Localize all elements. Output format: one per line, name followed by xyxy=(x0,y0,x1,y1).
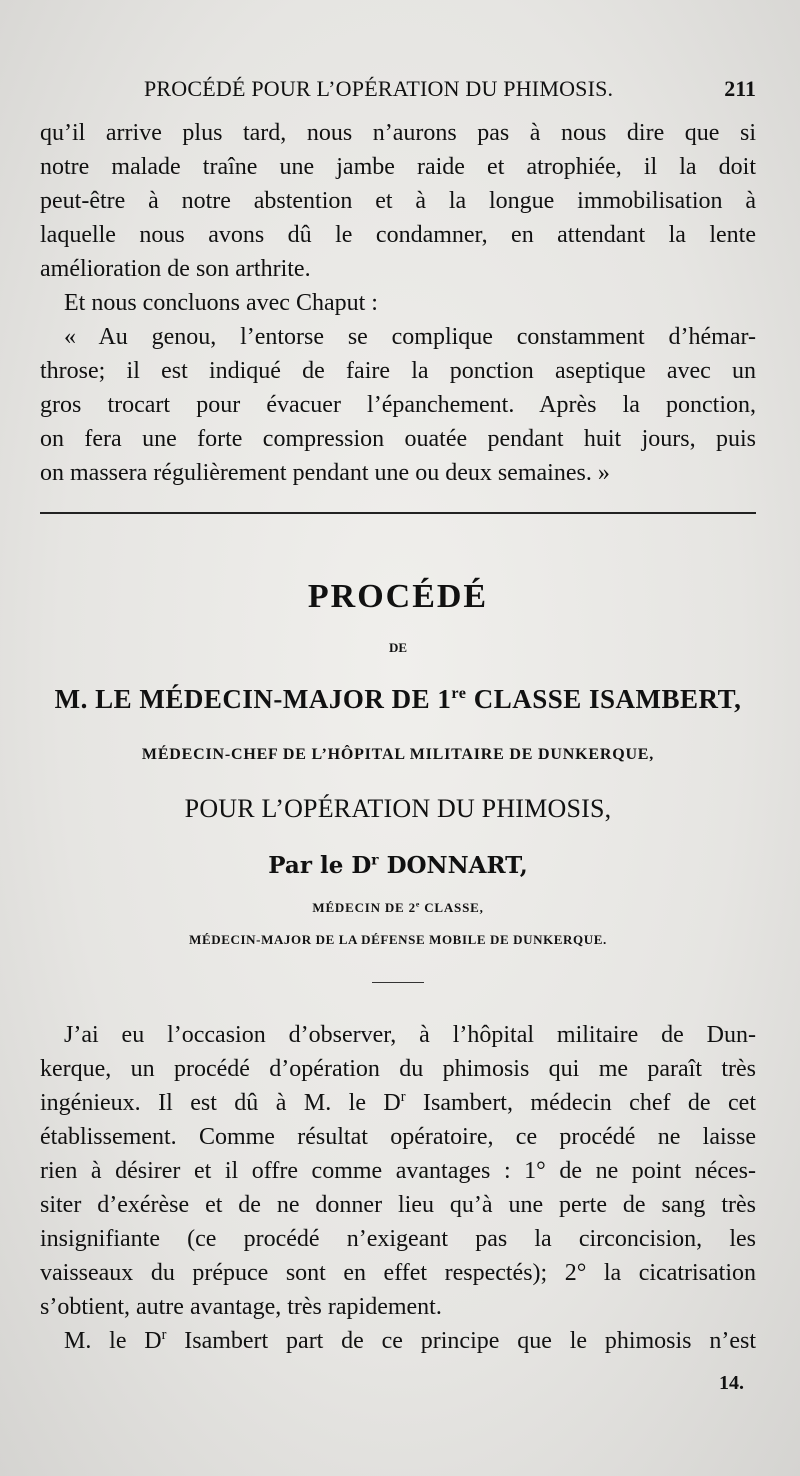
author-prefix: M. LE MÉDECIN-MAJOR DE 1 xyxy=(54,684,452,714)
text-line: notre malade traîne une jambe raide et atrophiée, il la doit xyxy=(40,154,756,180)
byline-affiliation: MÉDECIN-MAJOR DE LA DÉFENSE MOBILE DE DUNKERQUE. xyxy=(189,932,607,947)
signature-mark: 14. xyxy=(719,1372,744,1394)
byline-name: DONNART, xyxy=(378,852,528,879)
section-divider xyxy=(40,512,756,514)
text-sup: r xyxy=(161,1327,167,1343)
text-line xyxy=(40,1086,756,1120)
text-line: insignifiante (ce procédé n’exigeant pas la circoncision, les xyxy=(40,1226,756,1252)
text-line xyxy=(40,1324,756,1358)
text-sup: r xyxy=(400,1089,406,1105)
article-title: PROCÉDÉ xyxy=(307,578,489,615)
quote-line: on massera régulièrement pendant une ou deux semaines. » xyxy=(40,460,610,486)
text-line: s’obtient, autre avantage, très rapidement. xyxy=(40,1294,442,1320)
conclusion-intro: Et nous concluons avec Chaput : xyxy=(64,290,378,316)
quote-line: on fera une forte compression ouatée pendant huit jours, puis xyxy=(40,426,756,452)
page-number: 211 xyxy=(724,76,756,101)
text-line: kerque, un procédé d’opération du phimosis qui me paraît très xyxy=(40,1056,756,1082)
text-fragment: Isambert part de ce principe que le phimosis n’est xyxy=(166,1328,756,1354)
text-line: J’ai eu l’occasion d’observer, à l’hôpital militaire de Dun- xyxy=(64,1022,756,1048)
text-fragment: ingénieux. Il est dû à M. le D xyxy=(40,1090,401,1116)
article-author xyxy=(40,684,756,715)
quote-line: throse; il est indiqué de faire la ponction aseptique avec un xyxy=(40,358,756,384)
rank-sup: e xyxy=(415,899,421,909)
paragraph-arthritis xyxy=(40,116,756,490)
author-sup: re xyxy=(451,684,467,702)
article-subject: POUR L’OPÉRATION DU PHIMOSIS, xyxy=(184,794,612,823)
rank-prefix: MÉDECIN DE 2 xyxy=(312,900,416,915)
author-role: MÉDECIN-CHEF DE L’HÔPITAL MILITAIRE DE DUNKERQUE, xyxy=(141,746,655,763)
author-suffix: CLASSE ISAMBERT, xyxy=(466,684,742,714)
short-divider xyxy=(372,982,424,983)
text-line: peut-être à notre abstention et à la longue immobilisation à xyxy=(40,188,756,214)
byline-sup: r xyxy=(371,852,379,869)
article-de: DE xyxy=(388,640,408,655)
quote-line: gros trocart pour évacuer l’épanchement. Après la ponction, xyxy=(40,392,756,418)
text-line: laquelle nous avons dû le condamner, en attendant la lente xyxy=(40,222,756,248)
text-line: vaisseaux du prépuce sont en effet respectés); 2° la cicatrisation xyxy=(40,1260,756,1286)
text-line: siter d’exérèse et de ne donner lieu qu’à une perte de sang très xyxy=(40,1192,756,1218)
quote-line: « Au genou, l’entorse se complique constamment d’hémar- xyxy=(64,324,756,350)
text-line: qu’il arrive plus tard, nous n’aurons pas à nous dire que si xyxy=(40,120,756,146)
byline-prefix: Par le D xyxy=(268,852,372,879)
rank-suffix: CLASSE, xyxy=(420,900,484,915)
text-line: établissement. Comme résultat opératoire, ce procédé ne laisse xyxy=(40,1124,756,1150)
text-fragment: Isambert, médecin chef de cet xyxy=(405,1090,756,1116)
running-head xyxy=(40,76,760,106)
running-title: PROCÉDÉ POUR L’OPÉRATION DU PHIMOSIS. xyxy=(144,76,614,101)
byline xyxy=(40,852,756,879)
byline-rank xyxy=(40,900,756,916)
text-line: rien à désirer et il offre comme avantages : 1° de ne point néces- xyxy=(40,1158,756,1184)
text-line: amélioration de son arthrite. xyxy=(40,256,311,282)
paragraph-procedure xyxy=(40,1018,756,1358)
text-fragment: M. le D xyxy=(64,1328,162,1354)
